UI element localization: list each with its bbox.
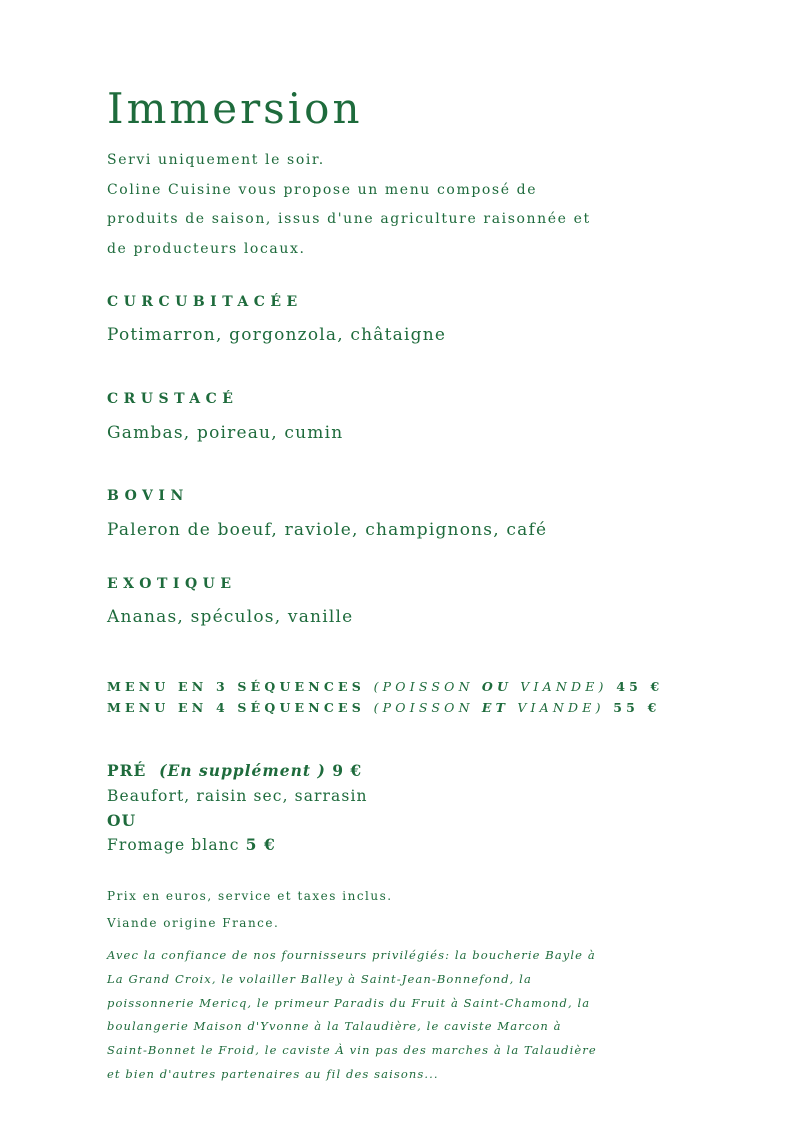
course-dish-exotique: Ananas, spéculos, vanille: [107, 607, 354, 627]
course-category-exotique: EXOTIQUE: [107, 576, 237, 592]
partners-line: La Grand Croix, le volailler Balley à Saint-Jean-Bonnefond, la: [107, 971, 532, 986]
intro-line: Coline Cuisine vous propose un menu composé de: [107, 181, 538, 198]
partners-text: [107, 944, 597, 1087]
cheese-supplement: (En supplément ): [159, 761, 326, 780]
intro-line: produits de saison, issus d'une agriculture raisonnée et: [107, 211, 591, 227]
course-dish-bovin: Paleron de boeuf, raviole, champignons, café: [107, 520, 548, 540]
partners-line: poissonnerie Mericq, le primeur Paradis du Fruit à Saint-Chamond, la: [107, 995, 591, 1010]
course-dish-crustace: Gambas, poireau, cumin: [107, 423, 344, 443]
course-category-bovin: BOVIN: [107, 488, 189, 504]
partners-line: Avec la confiance de nos fournisseurs privilégiés: la boucherie Bayle à: [107, 948, 596, 962]
intro-line: de producteurs locaux.: [107, 240, 306, 257]
cheese-option-2-price: 5 €: [245, 835, 276, 854]
cheese-or: OU: [107, 811, 137, 830]
partners-line: boulangerie Maison d'Yvonne à la Talaudière, le caviste Marcon à: [107, 1019, 562, 1034]
course-dish-curcubitacee: Potimarron, gorgonzola, châtaigne: [107, 325, 447, 345]
menu-title: Immersion: [107, 84, 363, 133]
cheese-heading: [107, 761, 362, 780]
menu-price: 45 €: [616, 679, 664, 694]
intro-text: [107, 146, 591, 264]
menu-4-sequences: [107, 700, 660, 715]
cheese-option-1: Beaufort, raisin sec, sarrasin: [107, 787, 368, 805]
menu-label: MENU EN 4 SÉQUENCES: [107, 700, 365, 715]
price-note: Prix en euros, service et taxes inclus.: [107, 889, 393, 903]
menu-label: MENU EN 3 SÉQUENCES: [107, 679, 365, 694]
menu-choice: (POISSON OU VIANDE): [373, 679, 608, 694]
cheese-supplement-price: 9 €: [332, 761, 363, 780]
menu-3-sequences: [107, 679, 663, 694]
origin-note: Viande origine France.: [107, 916, 280, 930]
cheese-title: PRÉ: [107, 761, 147, 780]
partners-line: et bien d'autres partenaires au fil des saisons...: [107, 1066, 439, 1081]
cheese-option-2: Fromage blanc 5 €: [107, 835, 276, 854]
menu-choice: (POISSON ET VIANDE): [373, 700, 605, 715]
course-category-curcubitacee: CURCUBITACÉE: [107, 294, 303, 310]
partners-line: Saint-Bonnet le Froid, le caviste À vin pas des marches à la Talaudière: [107, 1043, 597, 1058]
course-category-crustace: CRUSTACÉ: [107, 391, 239, 407]
menu-price: 55 €: [613, 700, 661, 715]
intro-line: Servi uniquement le soir.: [107, 152, 325, 168]
